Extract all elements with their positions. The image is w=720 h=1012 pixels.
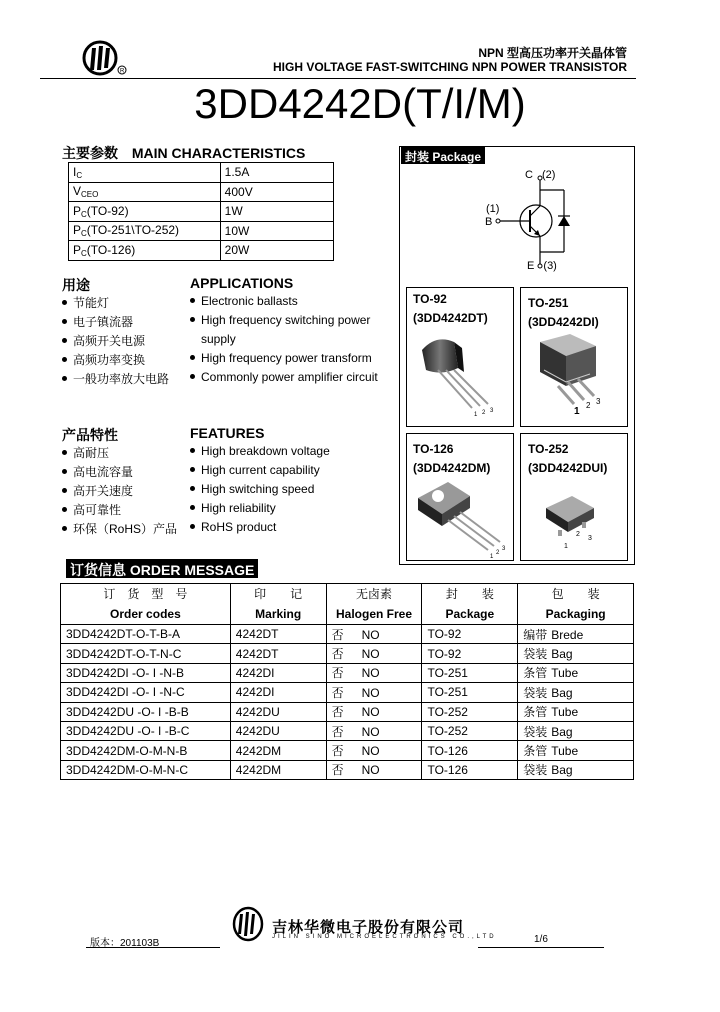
order-column-header: 订 货 型 号 Order codes <box>61 584 231 625</box>
features-list-cn <box>62 444 177 539</box>
order-marking: 4242DM <box>230 741 326 760</box>
order-package: TO-92 <box>422 625 518 644</box>
order-column-header: 包 装 Packaging <box>518 584 634 625</box>
order-code: 3DD4242DU -O- I -B-C <box>61 721 231 740</box>
bullet-icon <box>190 505 195 510</box>
list-item: High switching speed <box>190 482 330 501</box>
order-halogen-free: 否 NO <box>326 702 422 721</box>
to92-name: TO-92 <box>413 292 447 306</box>
bullet-icon <box>62 357 67 362</box>
version-value: 201103B <box>120 938 160 949</box>
list-item: High reliability <box>190 501 330 520</box>
order-row <box>61 741 634 760</box>
main-characteristics-table <box>68 162 334 261</box>
list-item: Commonly power amplifier circuit <box>190 370 378 389</box>
list-item: 高电流容量 <box>62 463 177 482</box>
applications-list-en <box>190 294 378 389</box>
version-label: 版本： <box>90 938 120 949</box>
bullet-icon <box>190 486 195 491</box>
list-item: 高可靠性 <box>62 501 177 520</box>
characteristic-symbol: $P_C(TO-126)$ <box>69 241 221 261</box>
list-item: 高频开关电源 <box>62 332 169 351</box>
to251-package-image <box>526 330 622 420</box>
svg-text:2: 2 <box>482 410 486 416</box>
characteristic-value: 20W <box>220 241 333 261</box>
pin-b-label: B <box>485 216 493 228</box>
order-column-header: 无卤素 Halogen Free <box>326 584 422 625</box>
bullet-icon <box>190 467 195 472</box>
applications-heading-en: APPLICATIONS <box>190 275 294 291</box>
svg-text:1: 1 <box>490 554 494 560</box>
order-tag-en: ORDER MESSAGE <box>129 562 255 578</box>
order-halogen-free: 否 NO <box>326 760 422 779</box>
order-column-header: 印 记 Marking <box>230 584 326 625</box>
company-logo <box>82 40 128 76</box>
main-characteristics-heading <box>62 143 305 163</box>
order-package: TO-252 <box>422 702 518 721</box>
package-tag <box>401 147 485 164</box>
order-row <box>61 760 634 779</box>
subtitle-en: HIGH VOLTAGE FAST-SWITCHING NPN POWER TRANSISTOR <box>272 60 627 74</box>
svg-text:1: 1 <box>474 412 478 418</box>
bullet-icon <box>62 338 67 343</box>
order-package: TO-251 <box>422 683 518 702</box>
to252-name: TO-252 <box>528 442 569 456</box>
order-marking: 4242DT <box>230 644 326 663</box>
bullet-icon <box>62 469 67 474</box>
characteristic-row <box>69 163 334 183</box>
order-table <box>60 583 634 780</box>
svg-text:3: 3 <box>588 535 592 542</box>
bullet-icon <box>62 526 67 531</box>
characteristic-row <box>69 202 334 222</box>
order-halogen-free: 否 NO <box>326 721 422 740</box>
page-rule <box>478 947 604 948</box>
order-row <box>61 625 634 644</box>
order-code: 3DD4242DT-O-T-N-C <box>61 644 231 663</box>
to126-package-image <box>412 478 508 560</box>
svg-text:3: 3 <box>490 408 494 414</box>
to251-name: TO-251 <box>528 296 569 310</box>
order-row <box>61 702 634 721</box>
order-code: 3DD4242DI -O- I -N-B <box>61 663 231 682</box>
order-halogen-free: 否 NO <box>326 741 422 760</box>
order-row <box>61 721 634 740</box>
order-column-header: 封 装 Package <box>422 584 518 625</box>
order-package: TO-252 <box>422 721 518 740</box>
list-item: 高开关速度 <box>62 482 177 501</box>
bullet-icon <box>190 355 195 360</box>
svg-text:1: 1 <box>574 406 580 417</box>
characteristic-symbol: $I_C$ <box>69 163 221 183</box>
list-item: High current capability <box>190 463 330 482</box>
company-name-cn: 吉林华微电子股份有限公司 <box>272 919 465 936</box>
footer-company-logo <box>230 906 266 942</box>
order-marking: 4242DI <box>230 663 326 682</box>
svg-text:R: R <box>120 68 125 75</box>
list-item: High frequency switching power <box>190 313 378 332</box>
package-tag-cn: 封装 <box>405 150 430 164</box>
order-message-tag <box>66 559 258 578</box>
heading-cn: 主要参数 <box>62 145 118 161</box>
pin-c-label: C (2) <box>525 169 556 181</box>
applications-heading-cn: 用途 <box>62 277 90 293</box>
order-tag-cn: 订货信息 <box>70 562 126 578</box>
order-package: TO-92 <box>422 644 518 663</box>
characteristic-symbol: $P_C(TO-92)$ <box>69 202 221 222</box>
heading-en: MAIN CHARACTERISTICS <box>131 145 306 161</box>
pin-e-label: E (3) <box>527 260 557 272</box>
to252-package-image <box>536 486 616 550</box>
order-row <box>61 644 634 663</box>
characteristic-value: 400V <box>220 182 333 202</box>
order-code: 3DD4242DM-O-M-N-C <box>61 760 231 779</box>
to126-part: (3DD4242DM) <box>413 461 491 475</box>
characteristic-row <box>69 182 334 202</box>
order-halogen-free: 否 NO <box>326 625 422 644</box>
list-item: 电子镇流器 <box>62 313 169 332</box>
order-code: 3DD4242DT-O-T-B-A <box>61 625 231 644</box>
list-item: High frequency power transform <box>190 351 378 370</box>
order-packaging: 袋装 Bag <box>518 721 634 740</box>
order-packaging: 条管 Tube <box>518 663 634 682</box>
to92-package-image <box>416 330 506 420</box>
order-row <box>61 663 634 682</box>
characteristic-row <box>69 241 334 261</box>
features-heading-cn: 产品特性 <box>62 427 118 443</box>
features-heading-en: FEATURES <box>190 425 265 441</box>
features-list-en <box>190 444 330 539</box>
version-rule <box>86 947 220 948</box>
order-packaging: 编带 Brede <box>518 625 634 644</box>
characteristic-value: 1W <box>220 202 333 222</box>
svg-text:2: 2 <box>576 531 580 538</box>
to92-part: (3DD4242DT) <box>413 311 488 325</box>
characteristic-value: 1.5A <box>220 163 333 183</box>
list-item: High breakdown voltage <box>190 444 330 463</box>
package-tag-en: Package <box>432 150 482 164</box>
to252-part: (3DD4242DUI) <box>528 461 608 475</box>
bullet-icon <box>190 374 195 379</box>
page-title: 3DD4242D(T/I/M) <box>194 80 526 127</box>
applications-list-cn <box>62 294 169 389</box>
order-packaging: 袋装 Bag <box>518 760 634 779</box>
order-halogen-free: 否 NO <box>326 663 422 682</box>
pin-b-num: (1) <box>486 203 500 215</box>
bullet-icon <box>190 317 195 322</box>
characteristic-symbol: $V_{CEO}$ <box>69 182 221 202</box>
order-marking: 4242DU <box>230 702 326 721</box>
list-item: RoHS product <box>190 520 330 539</box>
bullet-icon <box>62 507 67 512</box>
bullet-icon <box>62 376 67 381</box>
to126-name: TO-126 <box>413 442 454 456</box>
header-rule <box>40 78 636 79</box>
bullet-icon <box>62 319 67 324</box>
order-packaging: 条管 Tube <box>518 741 634 760</box>
order-halogen-free: 否 NO <box>326 683 422 702</box>
list-item: 节能灯 <box>62 294 169 313</box>
bullet-icon <box>190 298 195 303</box>
order-marking: 4242DI <box>230 683 326 702</box>
svg-text:2: 2 <box>586 401 591 410</box>
order-packaging: 袋装 Bag <box>518 683 634 702</box>
bullet-icon <box>190 524 195 529</box>
svg-text:3: 3 <box>502 546 506 552</box>
bullet-icon <box>190 448 195 453</box>
to251-part: (3DD4242DI) <box>528 315 599 329</box>
company-name-en: JILIN SINO MICROELECTRONICS CO.,LTD <box>272 934 497 940</box>
list-item: 一般功率放大电路 <box>62 370 169 389</box>
svg-text:3: 3 <box>596 397 601 406</box>
list-item: 高耐压 <box>62 444 177 463</box>
order-package: TO-126 <box>422 760 518 779</box>
list-item: 高频功率变换 <box>62 351 169 370</box>
characteristic-value: 10W <box>220 221 333 241</box>
svg-text:1: 1 <box>564 543 568 550</box>
order-code: 3DD4242DI -O- I -N-C <box>61 683 231 702</box>
characteristic-symbol: $P_C(TO-251\backslash TO-252)$ <box>69 221 221 241</box>
list-item: supply <box>201 332 236 346</box>
order-marking: 4242DU <box>230 721 326 740</box>
bullet-icon <box>62 300 67 305</box>
order-halogen-free: 否 NO <box>326 644 422 663</box>
order-marking: 4242DT <box>230 625 326 644</box>
list-item: Electronic ballasts <box>190 294 378 313</box>
order-marking: 4242DM <box>230 760 326 779</box>
bullet-icon <box>62 488 67 493</box>
order-package: TO-251 <box>422 663 518 682</box>
bullet-icon <box>62 450 67 455</box>
order-row <box>61 683 634 702</box>
subtitle-cn: NPN 型高压功率开关晶体管 <box>478 46 627 60</box>
characteristic-row <box>69 221 334 241</box>
page-number: 1/6 <box>534 934 548 945</box>
list-item: 环保（RoHS）产品 <box>62 520 177 539</box>
order-package: TO-126 <box>422 741 518 760</box>
svg-text:2: 2 <box>496 550 500 556</box>
order-packaging: 袋装 Bag <box>518 644 634 663</box>
order-code: 3DD4242DM-O-M-N-B <box>61 741 231 760</box>
order-code: 3DD4242DU -O- I -B-B <box>61 702 231 721</box>
order-packaging: 条管 Tube <box>518 702 634 721</box>
